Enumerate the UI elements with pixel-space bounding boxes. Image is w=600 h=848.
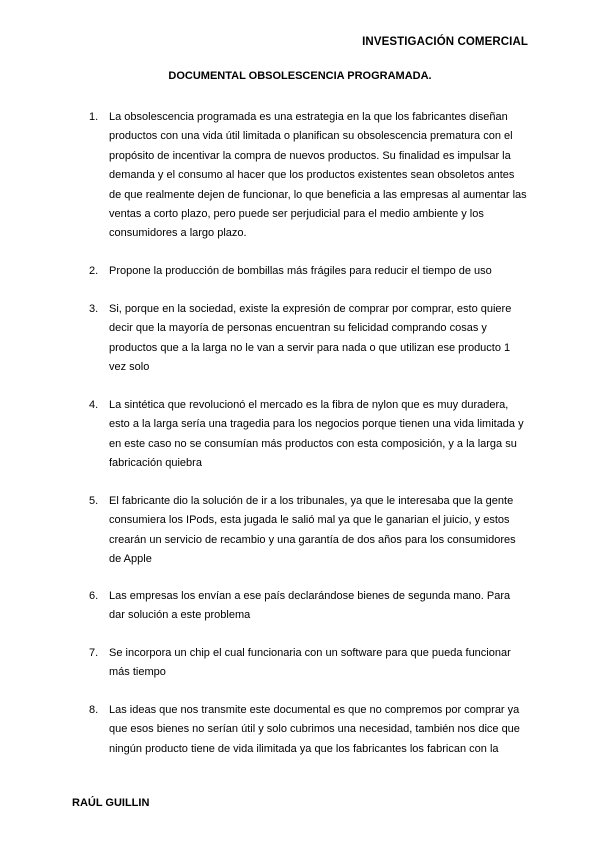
list-item-text: La obsolescencia programada es una estrategia en la que los fabricantes diseñan productos con una vida útil limitada o planifican su obsolescencia prematura con el propósito de incentivar la compra de nuevos productos. Su finalidad es impulsar la demanda y el consumo al hacer que los productos existentes sean obsoletos antes de que realmente dejen de funcionar, lo que beneficia a las empresas al aumentar las ventas a corto plazo, pero puede ser perjudicial para el medio ambiente y los consumidores a largo plazo. <box>109 111 527 240</box>
list-item-number: 3. <box>89 303 99 315</box>
list-item-number: 1. <box>89 111 99 123</box>
list-item-number: 7. <box>89 647 99 659</box>
list-item-number: 5. <box>89 495 99 507</box>
list-item-number: 8. <box>89 704 99 716</box>
list-item-text: Se incorpora un chip el cual funcionaria con un software para que pueda funcionar más tiempo <box>109 647 511 679</box>
list-item-text: El fabricante dio la solución de ir a los tribunales, ya que le interesaba que la gente consumiera los IPods, esta jugada le salió mal ya que le ganarian el juicio, y estos crearán un servicio de recambio y una garantía de dos años para los consumidores de Apple <box>109 495 516 566</box>
list-item-text: La sintética que revolucionó el mercado es la fibra de nylon que es muy duradera, esto a la larga sería una tragedia para los negocios porque tienen una vida limitada y en este caso no se consumían más productos con esta composición, y a la larga su fabricación quiebra <box>109 399 524 470</box>
list-item-text: Las ideas que nos transmite este documental es que no compremos por comprar ya que esos bienes no serían útil y solo cubrimos una necesidad, también nos dice que ningún producto tiene de vida ilimitada ya que los fabricantes los fabrican con la <box>109 704 520 755</box>
list-item-number: 6. <box>89 590 99 602</box>
list-item-text: Las empresas los envían a ese país declarándose bienes de segunda mano. Para dar solución a este problema <box>109 590 511 622</box>
footer-author: RAÚL GUILLIN <box>72 797 150 809</box>
header-course-label: INVESTIGACIÓN COMERCIAL <box>362 36 528 48</box>
list-item-number: 2. <box>89 265 99 277</box>
list-item-number: 4. <box>89 399 99 411</box>
list-item-text: Propone la producción de bombillas más frágiles para reducir el tiempo de uso <box>109 265 492 277</box>
list-item-text: Si, porque en la sociedad, existe la expresión de comprar por comprar, esto quiere decir que la mayoría de personas encuentran su felicidad comprando cosas y productos que a la larga no le van a servir para nada o que utilizan ese producto 1 vez solo <box>109 303 512 374</box>
page-title: DOCUMENTAL OBSOLESCENCIA PROGRAMADA. <box>168 70 432 82</box>
